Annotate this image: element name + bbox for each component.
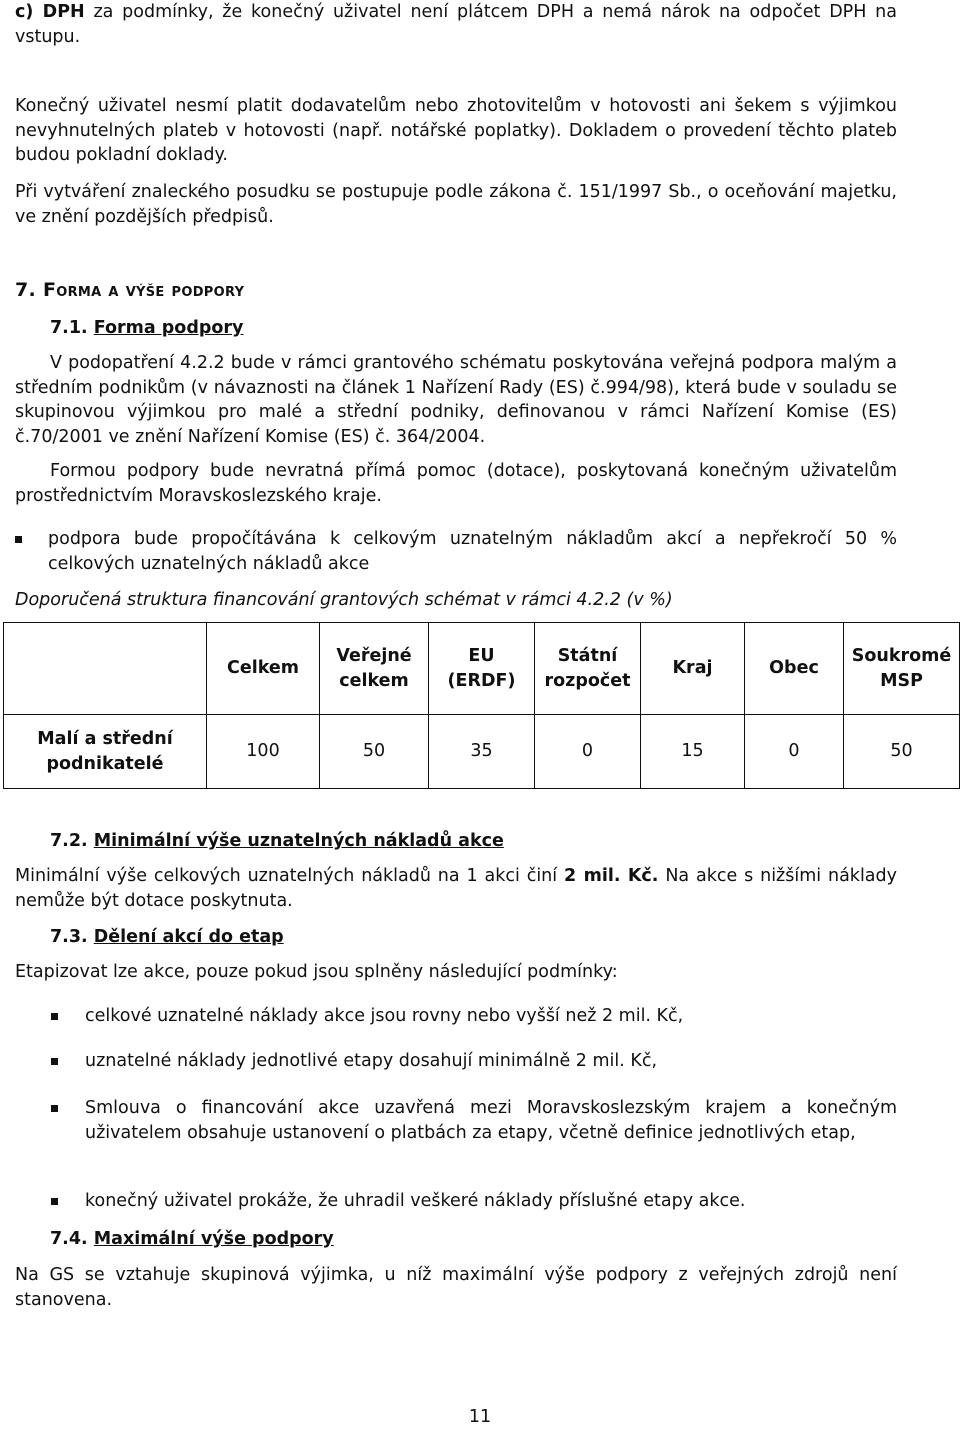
section-7-title: Forma a výše podpory [42, 279, 245, 301]
paragraph-expert-report: Při vytváření znaleckého posudku se postupuje podle zákona č. 151/1997 Sb., o oceňování majetku, ve znění pozdějších předpisů. [15, 182, 897, 227]
cell-statni-rozpocet: 0 [535, 715, 641, 789]
section-7-1-number: 7.1. [50, 318, 88, 338]
bullet-7-1-text: podpora bude propočítávána k celkovým uznatelným nákladům akcí a nepřekročí 50 % celkových uznatelných nákladů akce [48, 529, 897, 574]
document-page: c) DPH za podmínky, že konečný uživatel není plátcem DPH a nemá nárok na odpočet DPH na vstupu. Konečný uživatel nesmí platit dodavatelům nebo zhotovitelům v hotovosti ani šekem s výjimkou nevyhnutelných plateb v hotovosti (např. notářské poplatky). Dokladem o provedení těchto plateb budou pokladní doklady. Při vytváření znaleckého posudku se postupuje podle zákona č. 151/1997 Sb., o oceňování majetku, ve znění pozdějších předpisů. 7. Forma a výše podpory 7.1. Forma podpory V podopatření 4.2.2 bude v rámci grantového schématu poskytována veřejná podpora malým a středním podnikům (v návaznosti na článek 1 Nařízení Rady (ES) č.994/98), která bude v souladu se skupinovou výjimkou pro malé a střední podniky, definovanou v rámci Nařízení Komise (ES) č.70/2001 ve znění Nařízení Komise (ES) č. 364/2004. Formou podpory bude nevratná přímá pomoc (dotace), poskytovaná konečným uživatelům prostřednictvím Moravskoslezského kraje. podpora bude propočítávána k celkovým uznatelným nákladům akcí a nepřekročí 50 % celkových uznatelných nákladů akce Doporučená struktura financování grantových schémat v rámci 4.2.2 (v %) Celkem Veřejné celkem EU (ERDF) Státní rozpočet Kraj Obec Soukromé MSP Malí a střední podnikatelé 100 50 35 0 15 0 50 7.2. Minimální výše uznatelných nákladů akce Minimální výše celkových uznatelných nákladů na 1 akci činí 2 mil. Kč. Na akce s nižšími náklady nemůže být dotace poskytnuta. 7.3. Dělení akcí do etap Etapizovat lze akce, pouze pokud jsou splněny následující podmínky: celkové uznatelné náklady akce jsou rovny nebo vyšší než 2 mil. Kč, uznatelné náklady jednotlivé etapy dosahují minimálně 2 mil. Kč, Smlouva o financování akce uzavřená mezi Moravskoslezským krajem a konečným uživatelem obsahuje ustanovení o platbách za etapy, včetně definice jednotlivých etap, konečný uživatel prokáže, že uhradil veškeré náklady příslušné etapy akce. 7.4. Maximální výše podpory Na GS se vztahuje skupinová výjimka, u níž maximální výše podpory z veřejných zdrojů není stanovena. 11 [0, 0, 960, 1427]
paragraph-7-3: Etapizovat lze akce, pouze pokud jsou splněny následující podmínky: [15, 962, 618, 982]
header-statni-rozpocet: Státní rozpočet [535, 623, 641, 715]
bullet-square-icon [51, 1198, 58, 1205]
section-7-3-heading [50, 925, 284, 950]
section-7-3-title: Dělení akcí do etap [93, 927, 284, 947]
min-amount: 2 mil. Kč. [564, 866, 659, 886]
cell-obec: 0 [745, 715, 844, 789]
header-soukrome-msp: Soukromé MSP [844, 623, 960, 715]
section-7-1-heading [50, 316, 243, 341]
cell-eu-erdf: 35 [429, 715, 535, 789]
section-7-2-heading [50, 829, 504, 854]
vat-text: za podmínky, že konečný uživatel není plátcem DPH a nemá nárok na odpočet DPH na vstupu. [15, 2, 897, 47]
paragraph-vat-condition [15, 0, 897, 49]
section-7-number: 7. [15, 279, 37, 301]
financing-table [3, 622, 960, 789]
cell-verejne-celkem: 50 [320, 715, 429, 789]
page-number: 11 [468, 1407, 492, 1427]
paragraph-7-2: Minimální výše celkových uznatelných nákladů na 1 akci činí 2 mil. Kč. Na akce s nižšími náklady nemůže být dotace poskytnuta. [15, 866, 897, 911]
section-7-2-number: 7.2. [50, 831, 88, 851]
table-corner-cell [4, 623, 207, 715]
paragraph-7-1-support: V podopatření 4.2.2 bude v rámci grantového schématu poskytována veřejná podpora malým a středním podnikům (v návaznosti na článek 1 Nařízení Rady (ES) č.994/98), která bude v souladu se skupinovou výjimkou pro malé a střední podniky, definovanou v rámci Nařízení Komise (ES) č.70/2001 ve znění Nařízení Komise (ES) č. 364/2004. [15, 353, 897, 447]
section-7-3-number: 7.3. [50, 927, 88, 947]
paragraph-7-1-form: Formou podpory bude nevratná přímá pomoc (dotace), poskytovaná konečným uživatelům prostřednictvím Moravskoslezského kraje. [15, 461, 897, 506]
header-kraj: Kraj [641, 623, 745, 715]
section-7-4-heading [50, 1227, 334, 1252]
cell-kraj: 15 [641, 715, 745, 789]
section-7-1-title: Forma podpory [93, 318, 244, 338]
table-caption: Doporučená struktura financování grantových schémat v rámci 4.2.2 (v %) [15, 590, 673, 610]
section-7-2-title: Minimální výše uznatelných nákladů akce [93, 831, 504, 851]
bullet-square-icon [51, 1105, 58, 1112]
cell-soukrome-msp: 50 [844, 715, 960, 789]
bullet-square-icon [51, 1058, 58, 1065]
bullet-square-icon [15, 536, 22, 543]
row-label: Malí a střední podnikatelé [4, 715, 207, 789]
vat-label: c) DPH [15, 2, 85, 22]
paragraph-payment: Konečný uživatel nesmí platit dodavatelům nebo zhotovitelům v hotovosti ani šekem s výjimkou nevyhnutelných plateb v hotovosti (např. notářské poplatky). Dokladem o provedení těchto plateb budou pokladní doklady. [15, 96, 897, 165]
paragraph-7-4: Na GS se vztahuje skupinová výjimka, u níž maximální výše podpory z veřejných zdrojů není stanovena. [15, 1265, 897, 1310]
bullet-square-icon [51, 1013, 58, 1020]
table-row [4, 715, 960, 789]
header-verejne-celkem: Veřejné celkem [320, 623, 429, 715]
header-eu-erdf: EU (ERDF) [429, 623, 535, 715]
table-header-row [4, 623, 960, 715]
section-7-heading [15, 278, 244, 303]
section-7-4-number: 7.4. [50, 1229, 88, 1249]
section-7-4-title: Maximální výše podpory [93, 1229, 334, 1249]
cell-celkem: 100 [207, 715, 320, 789]
header-obec: Obec [745, 623, 844, 715]
header-celkem: Celkem [207, 623, 320, 715]
